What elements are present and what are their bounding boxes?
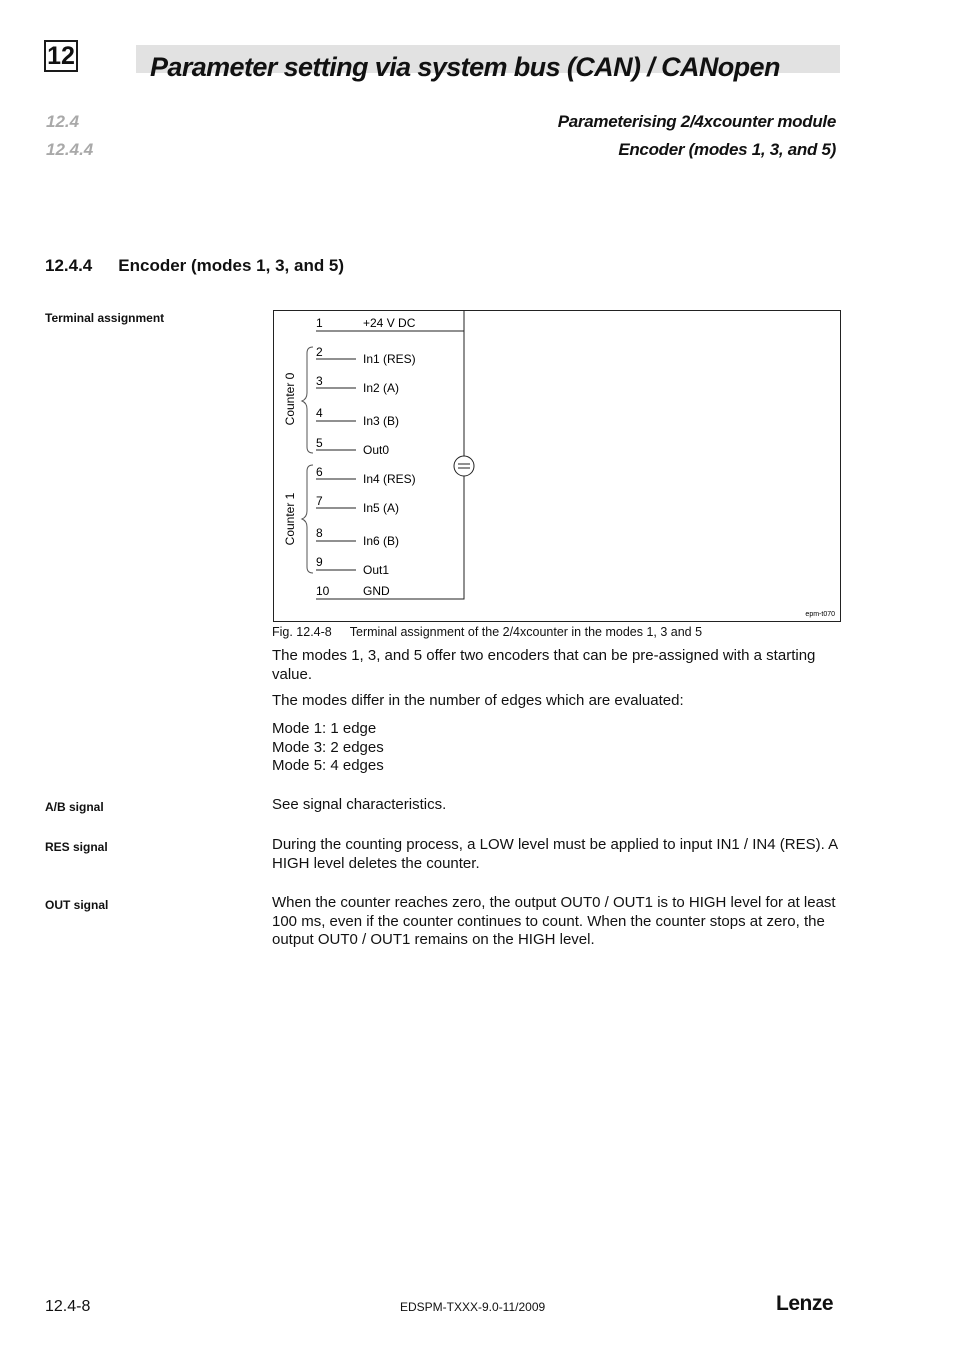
margin-label-out-signal: OUT signal <box>45 898 109 912</box>
lenze-logo: Lenze <box>776 1292 834 1315</box>
section-heading <box>45 256 344 276</box>
heading-number: 12.4.4 <box>45 256 93 275</box>
pin-number: 8 <box>316 526 323 540</box>
page-title: Parameter setting via system bus (CAN) / CANopen <box>150 52 780 82</box>
figure-id: epm-t070 <box>805 611 835 618</box>
ab-signal-text: See signal characteristics. <box>272 796 447 813</box>
pin-number: 2 <box>316 345 323 359</box>
pin-label: GND <box>363 584 390 598</box>
document-id: EDSPM-TXXX-9.0-11/2009 <box>400 1300 546 1314</box>
pin-label: In5 (A) <box>363 501 400 515</box>
pin-number: 4 <box>316 406 323 420</box>
pin-label: In4 (RES) <box>363 472 416 486</box>
subsection-title: Encoder (modes 1, 3, and 5) <box>618 140 836 159</box>
pin-label: In3 (B) <box>363 414 400 428</box>
pin-label: +24 V DC <box>363 316 416 330</box>
mode-item: Mode 1: 1 edge <box>272 720 377 737</box>
pin-number: 7 <box>316 494 323 508</box>
counter-0-bracket <box>302 347 313 453</box>
pin-number: 5 <box>316 436 323 450</box>
terminal-figure <box>273 310 841 622</box>
pin-label: In1 (RES) <box>363 352 416 366</box>
pin-number: 6 <box>316 465 323 479</box>
caption-text: Terminal assignment of the 2/4xcounter in the modes 1, 3 and 5 <box>349 625 703 639</box>
out-signal-text: When the counter reaches zero, the output OUT0 / OUT1 is to HIGH level for at least 100 ms, even if the counter continues to count. When the counter stops at zero, the output OUT0 / OUT1 remains on the HIGH level. <box>272 894 836 948</box>
pin-label: In6 (B) <box>363 534 400 548</box>
section-number: 12.4 <box>46 112 80 131</box>
pin-number: 3 <box>316 374 323 388</box>
section-title: Parameterising 2/4xcounter module <box>557 112 836 131</box>
pin-number: 1 <box>316 316 323 330</box>
mode-item: Mode 5: 4 edges <box>272 757 384 774</box>
heading-title: Encoder (modes 1, 3, and 5) <box>118 256 345 275</box>
margin-label-terminal-assignment: Terminal assignment <box>45 311 165 325</box>
counter-1-label: Counter 1 <box>283 492 297 546</box>
pin-number: 10 <box>316 584 330 598</box>
figure-caption <box>272 625 702 639</box>
terminal-diagram <box>274 311 840 621</box>
intro-paragraph: The modes 1, 3, and 5 offer two encoders that can be pre-assigned with a starting value. <box>272 647 816 683</box>
counter-0-label: Counter 0 <box>283 372 297 426</box>
counter-1-bracket <box>302 465 313 573</box>
subsection-number: 12.4.4 <box>46 140 94 159</box>
res-signal-text: During the counting process, a LOW level must be applied to input IN1 / IN4 (RES). A HIGH level deletes the counter. <box>272 836 838 872</box>
mode-item: Mode 3: 2 edges <box>272 738 384 756</box>
caption-number: Fig. 12.4-8 <box>272 625 332 639</box>
margin-label-ab-signal: A/B signal <box>45 800 104 814</box>
chapter-number: 12 <box>44 40 78 72</box>
pin-number: 9 <box>316 555 323 569</box>
margin-label-res-signal: RES signal <box>45 840 108 854</box>
shield-icon <box>454 456 474 476</box>
page-number: 12.4-8 <box>45 1298 91 1315</box>
modes-intro-paragraph: The modes differ in the number of edges which are evaluated: <box>272 692 684 709</box>
pin-label: Out1 <box>363 563 390 577</box>
pin-label: Out0 <box>363 443 390 457</box>
modes-list <box>272 720 842 776</box>
pin-label: In2 (A) <box>363 381 400 395</box>
